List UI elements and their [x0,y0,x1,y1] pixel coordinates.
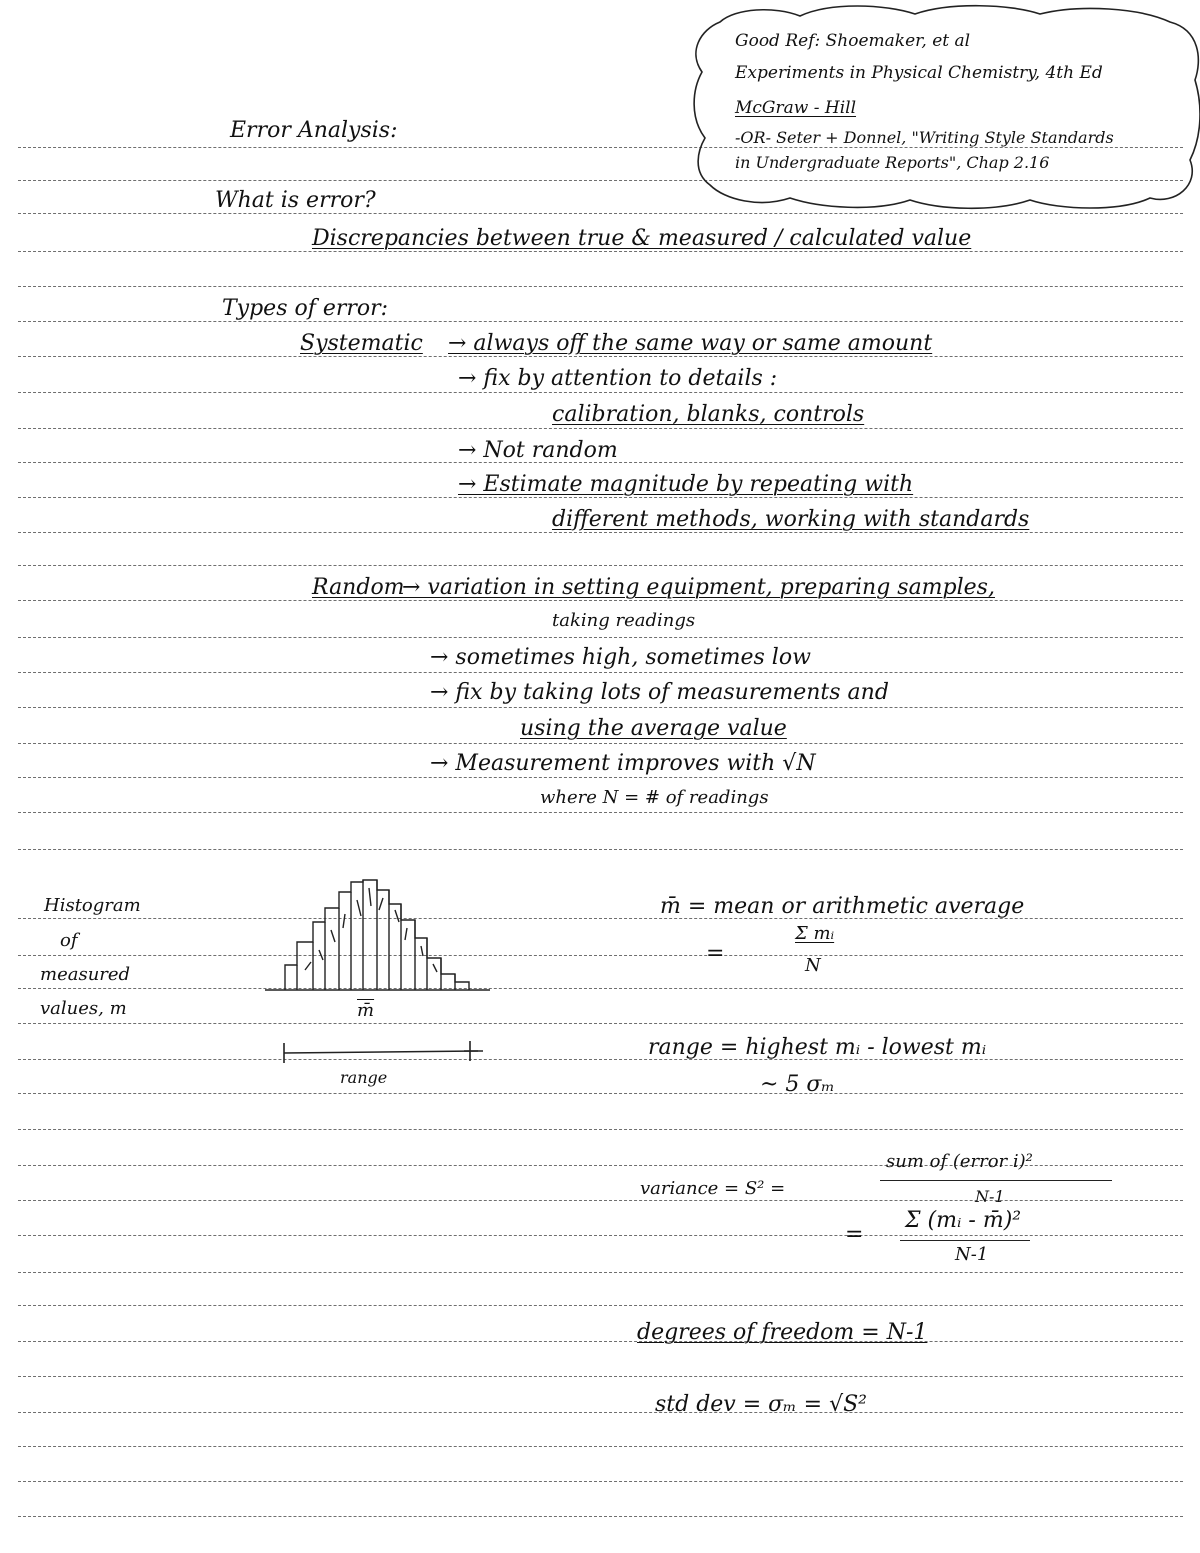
types-of-error-label: Types of error: [222,296,389,321]
ruled-line [18,565,1183,566]
ruled-line [18,428,1183,429]
histogram-caption-line-3: measured [40,964,131,985]
variance-fraction-bar [880,1180,1112,1181]
histogram-sketch [265,870,505,1000]
mean-definition: m̄ = mean or arithmetic average [660,894,1025,919]
ruled-line [18,1481,1183,1482]
ruled-line [18,1341,1183,1342]
ruled-line [18,497,1183,498]
ruled-line [18,707,1183,708]
ruled-line [18,321,1183,322]
systematic-point-4: → Not random [458,438,618,463]
reference-line-3: McGraw - Hill [735,98,857,118]
random-point-6: → Measurement improves with √N [430,751,816,776]
question-what-is-error: What is error? [215,188,376,213]
systematic-point-3: calibration, blanks, controls [552,402,865,427]
ruled-line [18,849,1183,850]
variance-label: variance = S² = [640,1178,786,1199]
reference-line-4: -OR- Seter + Donnel, "Writing Style Standards [735,128,1114,147]
random-point-4: → fix by taking lots of measurements and [430,680,889,705]
ruled-line [18,1272,1183,1273]
ruled-line [18,392,1183,393]
systematic-point-6: different methods, working with standards [552,507,1030,532]
reference-line-5: in Undergraduate Reports", Chap 2.16 [735,153,1050,172]
histogram-caption-line-4: values, m [40,998,127,1019]
error-definition: Discrepancies between true & measured / calculated value [312,226,972,251]
range-label: range [340,1068,388,1087]
systematic-label: Systematic [300,331,423,356]
ruled-line [18,637,1183,638]
systematic-point-1: → always off the same way or same amount [448,331,933,356]
ruled-line [18,1200,1183,1201]
mean-denominator: N [805,955,821,976]
histogram-caption-line-2: of [60,930,78,951]
reference-line-1: Good Ref: Shoemaker, et al [735,31,971,51]
degrees-of-freedom: degrees of freedom = N-1 [637,1320,928,1345]
ruled-line [18,1516,1183,1517]
ruled-line [18,532,1183,533]
range-approx: ~ 5 σₘ [760,1072,835,1097]
ruled-line [18,777,1183,778]
variance2-numerator: Σ (mᵢ - m̄)² [905,1208,1022,1233]
ruled-line [18,1305,1183,1306]
ruled-line [18,1376,1183,1377]
variance2-equals: = [845,1222,864,1247]
ruled-line [18,672,1183,673]
ruled-line [18,1412,1183,1413]
ruled-line [18,988,1183,989]
ruled-line [18,1446,1183,1447]
ruled-line [18,1093,1183,1094]
range-definition: range = highest mᵢ - lowest mᵢ [648,1035,987,1060]
ruled-line [18,743,1183,744]
ruled-line [18,286,1183,287]
random-label: Random [312,575,405,600]
ruled-line [18,1235,1183,1236]
random-point-1: → variation in setting equipment, preparing samples, [402,575,995,600]
page-title: Error Analysis: [230,118,398,143]
systematic-point-2: → fix by attention to details : [458,366,778,391]
variance2-fraction-bar [900,1240,1030,1241]
ruled-line [18,1059,1183,1060]
mean-symbol: m̄ [357,1000,375,1021]
random-point-2: taking readings [552,610,696,631]
systematic-point-5: → Estimate magnitude by repeating with [458,472,914,497]
ruled-line [18,812,1183,813]
mean-equals: = [706,941,725,966]
mean-numerator: Σ mᵢ [795,923,835,944]
ruled-line [18,600,1183,601]
histogram-caption-line-1: Histogram [44,895,141,916]
ruled-line [18,1129,1183,1130]
ruled-line [18,251,1183,252]
random-point-7: where N = # of readings [540,787,769,808]
variance-numerator: sum of (error i)² [886,1151,1033,1172]
std-dev: std dev = σₘ = √S² [655,1392,867,1417]
variance-denominator: N-1 [975,1187,1005,1206]
reference-line-2: Experiments in Physical Chemistry, 4th Ed [735,63,1103,83]
ruled-line [18,955,1183,956]
random-point-5: using the average value [520,716,787,741]
random-point-3: → sometimes high, sometimes low [430,645,811,670]
ruled-line [18,356,1183,357]
ruled-line [18,1023,1183,1024]
variance2-denominator: N-1 [955,1244,989,1265]
